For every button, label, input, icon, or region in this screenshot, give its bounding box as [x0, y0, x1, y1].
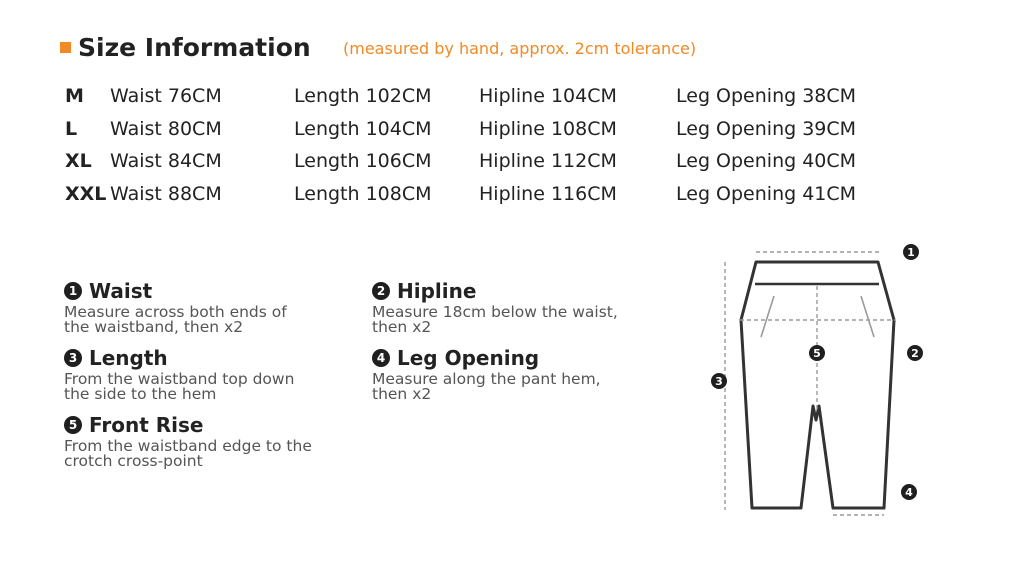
number-badge-icon: 4	[372, 349, 390, 367]
size-label: L	[65, 117, 78, 140]
hipline-value: Hipline 104CM	[479, 85, 617, 107]
number-badge-icon: 1	[64, 282, 82, 300]
leg-opening-value: Leg Opening 40CM	[676, 150, 857, 172]
size-label: M	[65, 85, 84, 107]
note-title: Waist	[89, 279, 153, 303]
note-description-line: Measure along the pant hem,	[372, 370, 601, 388]
note-title: Leg Opening	[397, 346, 540, 370]
note-heading	[64, 278, 354, 304]
note-description	[372, 372, 662, 402]
note-description-line: the side to the hem	[64, 385, 217, 403]
note-heading	[64, 345, 354, 371]
note-title: Length	[89, 346, 168, 370]
size-row	[65, 116, 925, 149]
hipline-marker-icon: 2	[907, 345, 923, 361]
note-heading	[372, 345, 662, 371]
size-row	[65, 148, 925, 181]
page-title: Size Information	[78, 32, 311, 62]
note-description	[64, 439, 354, 469]
number-badge-icon: 2	[372, 282, 390, 300]
length-value: Length 102CM	[294, 85, 432, 107]
waist-value: Waist 76CM	[110, 85, 222, 107]
size-label: XL	[65, 150, 92, 172]
note-description	[64, 305, 354, 335]
size-table	[65, 83, 925, 213]
note-description	[64, 372, 354, 402]
leg-opening-marker-icon: 4	[901, 484, 917, 500]
waist-marker-icon: 1	[903, 244, 919, 260]
hipline-value: Hipline 112CM	[479, 150, 617, 172]
note-leg-opening	[372, 345, 662, 402]
note-description-line: Measure across both ends of	[64, 303, 287, 321]
accent-square-icon	[60, 42, 71, 53]
note-description-line: From the waistband edge to the	[64, 437, 312, 455]
leg-opening-value: Leg Opening 38CM	[676, 85, 857, 107]
note-description-line: crotch cross-point	[64, 452, 203, 470]
note-description-line: then x2	[372, 385, 432, 403]
waist-value: Waist 88CM	[110, 182, 222, 205]
length-value: Length 104CM	[294, 117, 432, 140]
note-description-line: the waistband, then x2	[64, 318, 244, 336]
note-title: Hipline	[397, 279, 477, 303]
length-value: Length 108CM	[294, 182, 432, 205]
page-subtitle: (measured by hand, approx. 2cm tolerance)	[343, 39, 697, 58]
hipline-value: Hipline 116CM	[479, 182, 617, 205]
note-length	[64, 345, 354, 402]
note-heading	[372, 278, 662, 304]
size-row	[65, 181, 925, 214]
note-description-line: Measure 18cm below the waist,	[372, 303, 618, 321]
number-badge-icon: 3	[64, 349, 82, 367]
hipline-value: Hipline 108CM	[479, 117, 617, 140]
header	[60, 30, 311, 64]
note-heading	[64, 412, 354, 438]
number-badge-icon: 5	[64, 416, 82, 434]
note-description-line: From the waistband top down	[64, 370, 295, 388]
leg-opening-value: Leg Opening 39CM	[676, 117, 857, 140]
note-description-line: then x2	[372, 318, 432, 336]
waist-value: Waist 84CM	[110, 150, 222, 172]
note-waist	[64, 278, 354, 335]
front-rise-marker-icon: 5	[809, 345, 825, 361]
note-title: Front Rise	[89, 413, 204, 437]
pants-measurement-diagram	[700, 238, 940, 528]
note-description	[372, 305, 662, 335]
leg-opening-value: Leg Opening 41CM	[676, 182, 857, 205]
length-marker-icon: 3	[711, 373, 727, 389]
length-value: Length 106CM	[294, 150, 432, 172]
note-front-rise	[64, 412, 354, 469]
waist-value: Waist 80CM	[110, 117, 222, 140]
size-label: XXL	[65, 182, 107, 205]
size-row	[65, 83, 925, 116]
note-hipline	[372, 278, 662, 335]
